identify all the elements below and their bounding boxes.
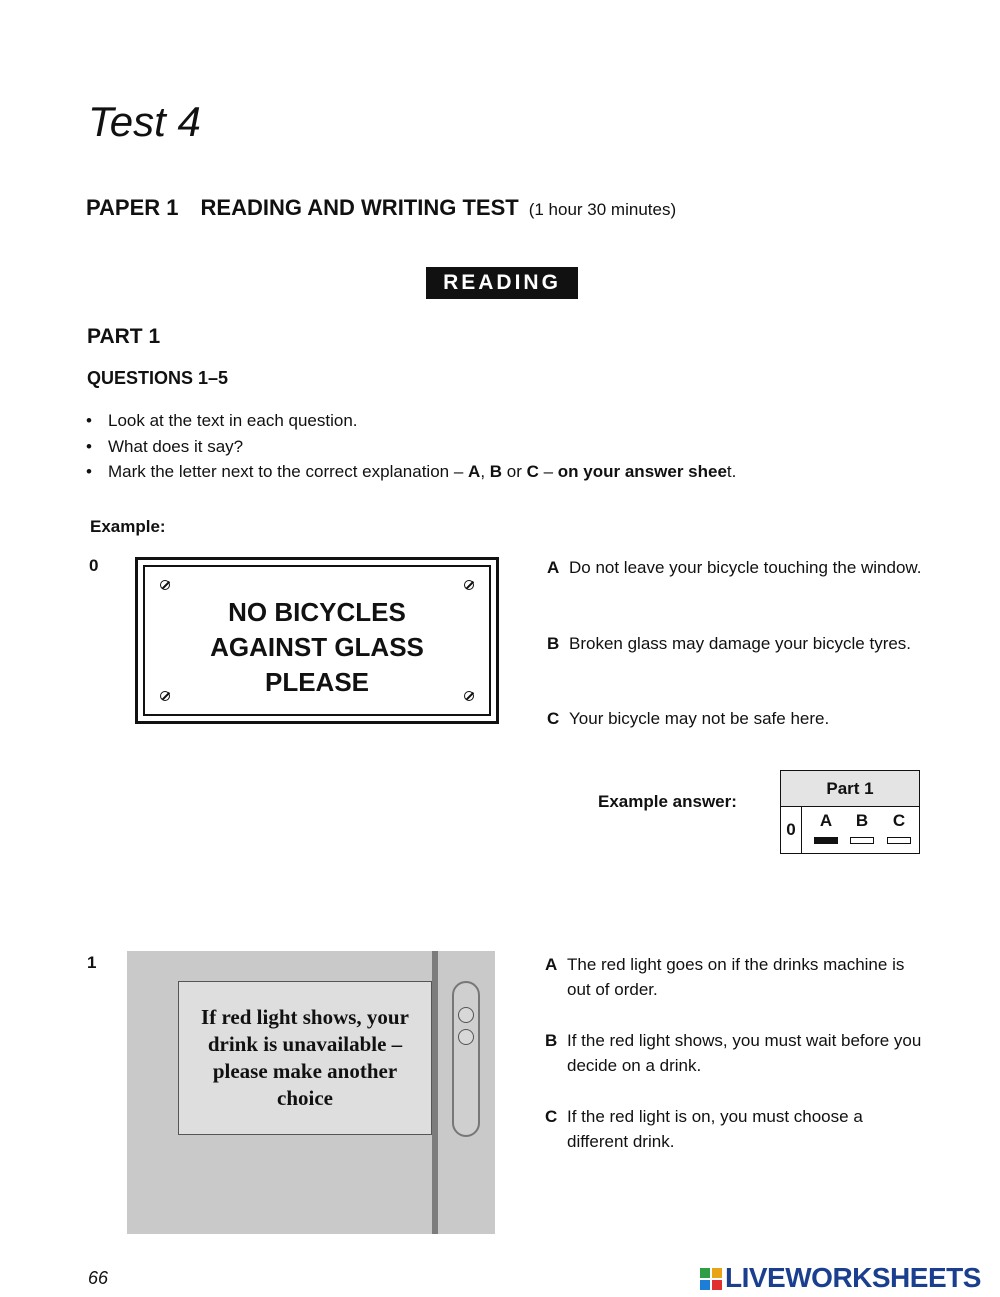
example-answer-label: Example answer: (598, 792, 737, 811)
screw-icon (160, 580, 170, 590)
question-number: 1 (87, 953, 97, 972)
instruction-item: • Mark the letter next to the correct explanation – A, B or C – on your answer sheet. (86, 462, 736, 488)
indicator-light-icon (458, 1029, 474, 1045)
answer-box-header: Part 1 (781, 771, 919, 807)
liveworksheets-brand[interactable] (700, 1262, 981, 1294)
instruction-item: • Look at the text in each question. (86, 411, 736, 437)
machine-divider (432, 951, 438, 1234)
machine-button-strip (452, 981, 480, 1137)
page-number: 66 (88, 1268, 109, 1288)
paper-heading (86, 195, 676, 221)
answer-mark-a[interactable] (814, 837, 838, 844)
answer-choice-c: C (892, 811, 906, 830)
brand-text: LIVEWORKSHEETS (725, 1262, 981, 1293)
section-badge: READING (426, 267, 578, 299)
screw-icon (464, 580, 474, 590)
machine-sign-text: If red light shows, your drink is unavailable – please make another choice (201, 1005, 409, 1110)
paper-label: PAPER 1 (86, 195, 179, 220)
instructions-list (86, 411, 736, 488)
example-number: 0 (89, 556, 99, 575)
answer-mark-c[interactable] (887, 837, 911, 844)
part-heading: PART 1 (87, 325, 161, 348)
machine-sign-panel (178, 981, 432, 1135)
answer-row-number: 0 (781, 806, 802, 853)
answer-mark-b[interactable] (850, 837, 874, 844)
indicator-light-icon (458, 1007, 474, 1023)
instruction-item: • What does it say? (86, 437, 736, 463)
example-answer-box (780, 770, 920, 854)
liveworksheets-logo-icon (700, 1268, 722, 1290)
drinks-machine-image (127, 951, 495, 1234)
example-sign (135, 557, 499, 724)
sign-text: NO BICYCLES AGAINST GLASS PLEASE (210, 597, 424, 697)
answer-choice-a: A (819, 811, 833, 830)
test-title: Test 4 (88, 98, 201, 145)
paper-name: READING AND WRITING TEST (200, 195, 519, 220)
paper-duration: (1 hour 30 minutes) (528, 200, 677, 219)
questions-heading: QUESTIONS 1–5 (87, 368, 229, 388)
answer-choice-b: B (855, 811, 869, 830)
example-label: Example: (90, 517, 166, 536)
